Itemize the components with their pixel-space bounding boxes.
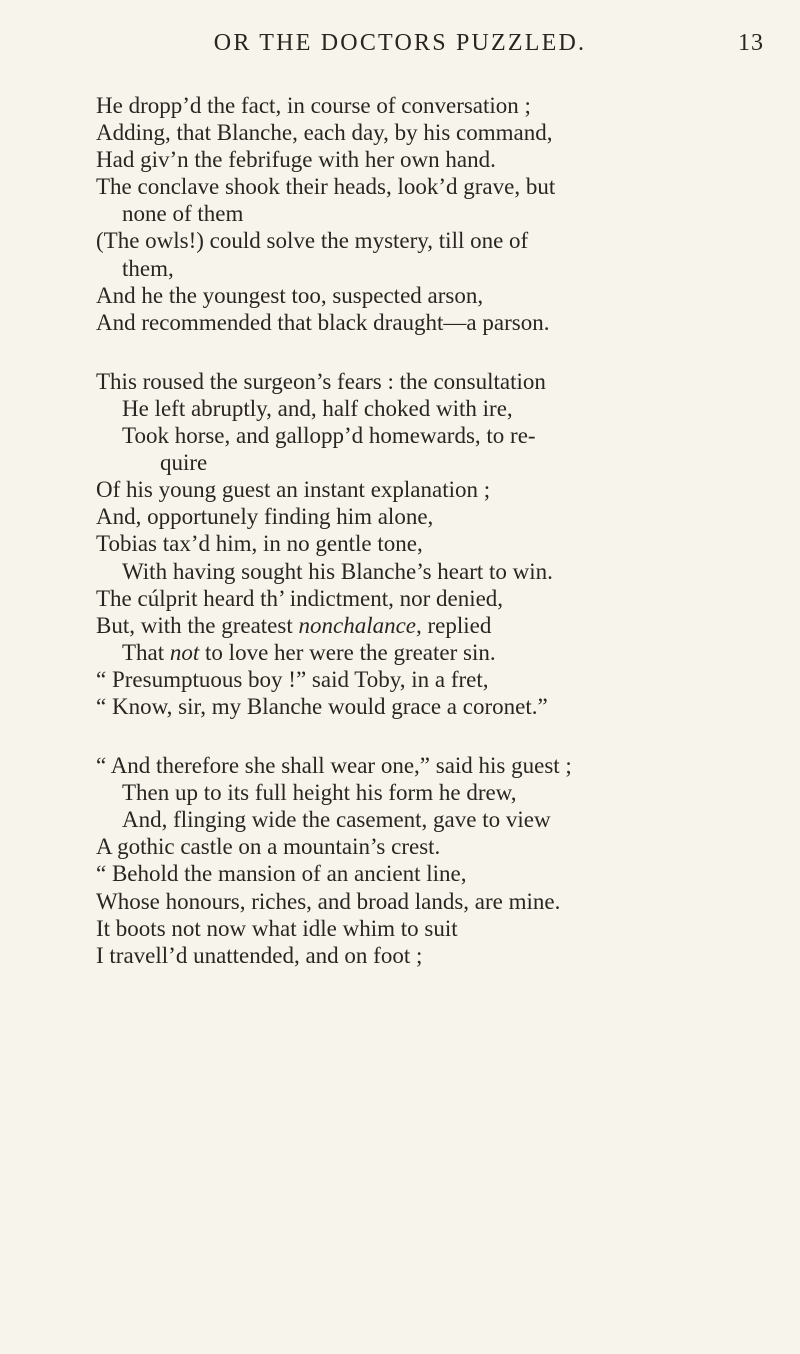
verse-line-continuation: them, bbox=[122, 255, 174, 281]
poem-text bbox=[96, 92, 786, 969]
verse-line: “ And therefore she shall wear one,” said his guest ; bbox=[96, 753, 572, 779]
verse-line: “ Behold the mansion of an ancient line, bbox=[96, 861, 467, 887]
verse-line bbox=[96, 612, 786, 639]
verse-line: With having sought his Blanche’s heart to win. bbox=[122, 558, 553, 584]
stanza-2 bbox=[96, 368, 786, 720]
verse-line: Had giv’n the febrifuge with her own hand. bbox=[96, 147, 496, 173]
verse-line: He dropp’d the fact, in course of conversation ; bbox=[96, 93, 531, 118]
verse-line: Whose honours, riches, and broad lands, are mine. bbox=[96, 888, 561, 914]
verse-line: He left abruptly, and, half choked with ire, bbox=[122, 395, 513, 421]
italic-word: nonchalance, bbox=[298, 612, 422, 638]
verse-line: Adding, that Blanche, each day, by his command, bbox=[96, 120, 553, 146]
stanza-break bbox=[96, 336, 786, 368]
verse-line: Then up to its full height his form he drew, bbox=[122, 780, 517, 806]
running-head: OR THE DOCTORS PUZZLED. bbox=[213, 30, 587, 56]
verse-line: “ Presumptuous boy !” said Toby, in a fret, bbox=[96, 666, 489, 692]
verse-line: A gothic castle on a mountain’s crest. bbox=[96, 834, 441, 860]
verse-line: And recommended that black draught—a parson. bbox=[96, 309, 550, 335]
verse-line: I travell’d unattended, and on foot ; bbox=[96, 942, 423, 968]
verse-line-continuation: none of them bbox=[122, 201, 244, 227]
verse-line: (The owls!) could solve the mystery, till one of bbox=[96, 228, 529, 254]
verse-line: Took horse, and gallopp’d homewards, to re- bbox=[122, 423, 536, 449]
page-header bbox=[0, 30, 800, 64]
verse-text: But, with the greatest bbox=[96, 612, 299, 638]
verse-line: This roused the surgeon’s fears : the consultation bbox=[96, 368, 546, 394]
verse-line: The conclave shook their heads, look’d grave, but bbox=[96, 174, 556, 200]
verse-line: And, opportunely finding him alone, bbox=[96, 504, 434, 530]
verse-line: Tobias tax’d him, in no gentle tone, bbox=[96, 531, 423, 557]
page-number: 13 bbox=[738, 30, 764, 56]
verse-text: That bbox=[122, 639, 170, 665]
stanza-break bbox=[96, 720, 786, 752]
verse-line: Of his young guest an instant explanation ; bbox=[96, 477, 491, 503]
verse-line-continuation: quire bbox=[160, 450, 208, 476]
verse-text: replied bbox=[421, 612, 492, 638]
verse-line bbox=[96, 639, 786, 666]
verse-text: to love her were the greater sin. bbox=[199, 639, 496, 665]
verse-line: And he the youngest too, suspected arson, bbox=[96, 282, 484, 308]
stanza-1 bbox=[96, 92, 786, 336]
verse-line: And, flinging wide the casement, gave to view bbox=[122, 807, 551, 833]
verse-line: “ Know, sir, my Blanche would grace a coronet.” bbox=[96, 693, 548, 719]
verse-line: The cúlprit heard th’ indictment, nor denied, bbox=[96, 585, 504, 611]
stanza-3 bbox=[96, 752, 786, 969]
verse-line: It boots not now what idle whim to suit bbox=[96, 915, 458, 941]
italic-word: not bbox=[169, 639, 200, 665]
